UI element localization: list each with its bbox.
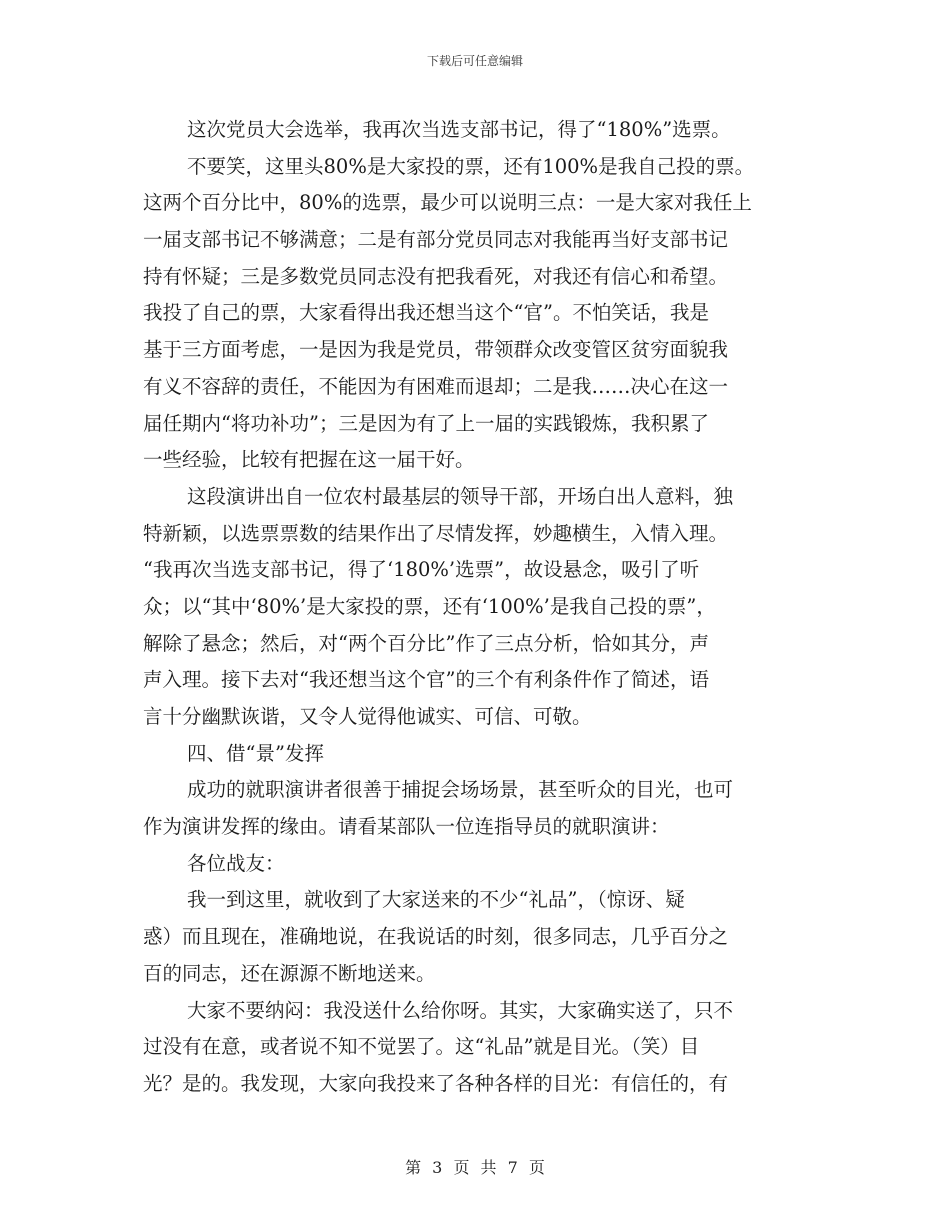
text-line: “我再次当选支部书记，得了‘180%’选票”，故设悬念，吸引了听 xyxy=(143,558,700,582)
text-line: 解除了悬念；然后，对“两个百分比”作了三点分析，恰如其分，声 xyxy=(143,631,709,655)
text-line: 有义不容辞的责任，不能因为有困难而退却；二是我……决心在这一 xyxy=(143,374,729,398)
text-line: 特新颖，以选票票数的结果作出了尽情发挥，妙趣横生，入情入理。 xyxy=(143,521,729,545)
text-line: 作为演讲发挥的缘由。请看某部队一位连指导员的就职演讲： xyxy=(143,815,670,839)
text-line: 光？是的。我发现，大家向我投来了各种各样的目光：有信任的，有 xyxy=(143,1071,729,1095)
text-line: 这两个百分比中，80%的选票，最少可以说明三点：一是大家对我任上 xyxy=(143,191,752,215)
page-number: 第 3 页 共 7 页 xyxy=(405,1158,545,1177)
text-line: 众；以“其中‘80%’是大家投的票，还有‘100%’是我自己投的票”， xyxy=(143,594,716,618)
text-line: 一些经验，比较有把握在这一届干好。 xyxy=(143,448,475,472)
text-line: 一届支部书记不够满意；二是有部分党员同志对我能再当好支部书记 xyxy=(143,228,729,252)
text-line: 成功的就职演讲者很善于捕捉会场场景，甚至听众的目光，也可 xyxy=(187,778,734,802)
document-body xyxy=(143,112,823,1103)
text-line: 过没有在意，或者说不知不觉罢了。这“礼品”就是目光。（笑）目 xyxy=(143,1035,700,1059)
text-line: 这段演讲出自一位农村最基层的领导干部，开场白出人意料，独 xyxy=(187,484,734,508)
text-line: 持有怀疑；三是多数党员同志没有把我看死，对我还有信心和希望。 xyxy=(143,264,729,288)
text-line: 我一到这里，就收到了大家送来的不少“礼品”，（惊讶、疑 xyxy=(187,888,685,912)
text-line: 不要笑，这里头80%是大家投的票，还有100%是我自己投的票。 xyxy=(187,154,755,178)
text-line: 惑）而且现在，准确地说，在我说话的时刻，很多同志，几乎百分之 xyxy=(143,925,729,949)
page-header: 下载后可任意编辑 xyxy=(426,54,523,68)
text-line: 届任期内“将功补功”；三是因为有了上一届的实践锻炼，我积累了 xyxy=(143,411,709,435)
text-line: 我投了自己的票，大家看得出我还想当这个“官”。不怕笑话，我是 xyxy=(143,301,709,325)
text-line: 言十分幽默诙谐，又令人觉得他诚实、可信、可敬。 xyxy=(143,705,592,728)
text-line: 百的同志，还在源源不断地送来。 xyxy=(143,961,436,985)
text-line: 大家不要纳闷：我没送什么给你呀。其实，大家确实送了，只不 xyxy=(187,998,734,1022)
text-line: 这次党员大会选举，我再次当选支部书记，得了“180%”选票。 xyxy=(187,118,731,141)
text-line: 各位战友： xyxy=(187,851,285,875)
text-line: 声入理。接下去对“我还想当这个官”的三个有利条件作了简述，语 xyxy=(143,668,709,692)
text-line: 基于三方面考虑，一是因为我是党员，带领群众改变管区贫穷面貌我 xyxy=(143,338,729,362)
text-line: 四、借“景”发挥 xyxy=(187,741,324,765)
